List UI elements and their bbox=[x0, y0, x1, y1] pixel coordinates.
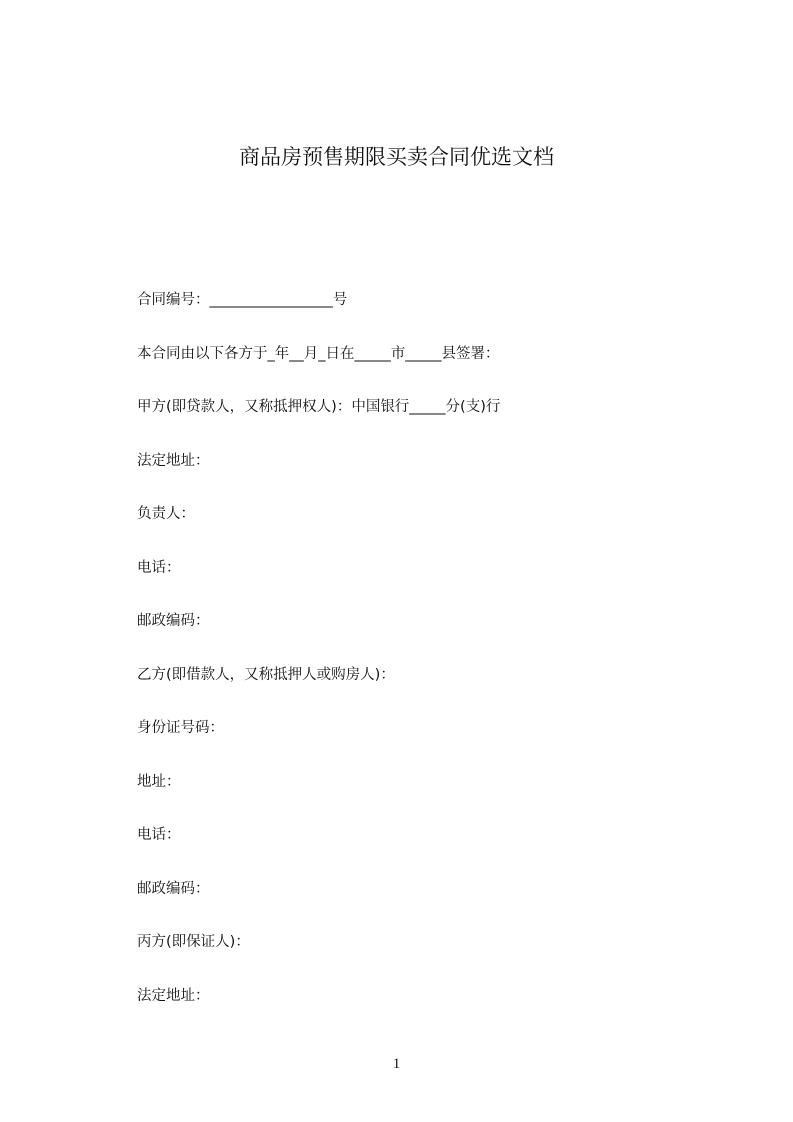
party-a-postcode-line: 邮政编码： bbox=[137, 613, 210, 629]
contract-parties-section bbox=[137, 289, 737, 1038]
party-a-address-line: 法定地址： bbox=[137, 452, 210, 469]
party-b-line: 乙方(即借款人，又称抵押人或购房人)： bbox=[137, 666, 395, 683]
signing-date-place-line: 本合同由以下各方于_年__月_日在_____市_____县签署： bbox=[137, 345, 500, 362]
party-a-line: 甲方(即贷款人，又称抵押权人)：中国银行_____分(支)行 bbox=[137, 399, 501, 415]
party-c-address-line: 法定地址： bbox=[137, 987, 210, 1004]
contract-number-line: 合同编号：_________________号 bbox=[137, 292, 348, 308]
document-title: 商品房预售期限买卖合同优选文档 bbox=[239, 145, 554, 169]
party-b-address-line: 地址： bbox=[137, 773, 181, 790]
party-b-postcode-line: 邮政编码： bbox=[137, 880, 210, 897]
party-a-representative-line: 负责人： bbox=[137, 506, 195, 522]
page-number: 1 bbox=[392, 1056, 401, 1072]
party-a-phone-line: 电话： bbox=[137, 559, 181, 576]
party-b-id-line: 身份证号码： bbox=[137, 720, 224, 736]
party-b-phone-line: 电话： bbox=[137, 827, 181, 843]
party-c-line: 丙方(即保证人)： bbox=[137, 934, 250, 950]
